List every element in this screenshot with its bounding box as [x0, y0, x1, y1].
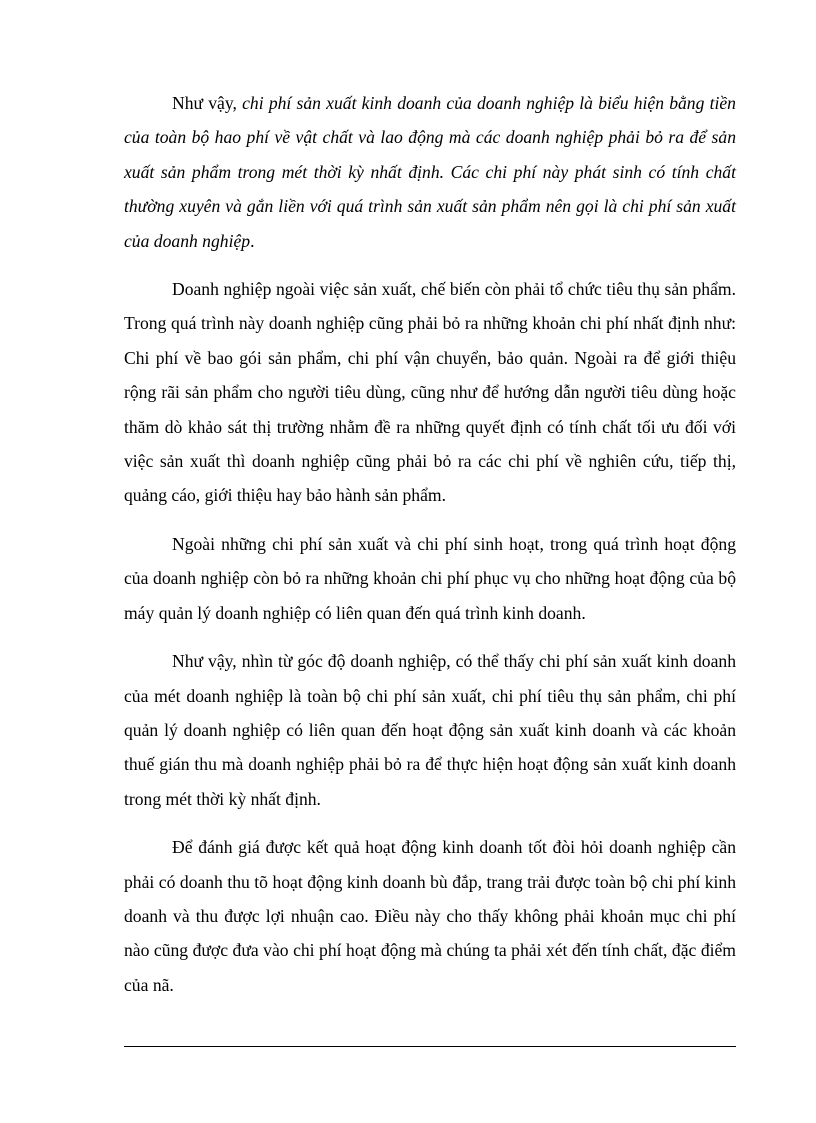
paragraph-business-costs: Như vậy, nhìn từ góc độ doanh nghiệp, có thể thấy chi phí sản xuất kinh doanh của mét doanh nghiệp là toàn bộ chi phí sản xuất, chi phí tiêu thụ sản phẩm, chi phí quản lý doanh nghiệp có liên quan đến hoạt động sản xuất kinh doanh và các khoản thuế gián thu mà doanh nghiệp phải bỏ ra để thực hiện hoạt động sản xuất kinh doanh trong mét thời kỳ nhất định.: [124, 651, 736, 809]
paragraph-management-costs: Ngoài những chi phí sản xuất và chi phí sinh hoạt, trong quá trình hoạt động của doanh nghiệp còn bỏ ra những khoản chi phí phục vụ cho những hoạt động của bộ máy quản lý doanh nghiệp có liên quan đến quá trình kinh doanh.: [124, 533, 736, 623]
footer-divider-line: [124, 1046, 736, 1047]
paragraph-italic-definition: chi phí sản xuất kinh doanh của doanh nghiệp là biểu hiện bằng tiền của toàn bộ hao phí về vật chất và lao động mà các doanh nghiệp phải bỏ ra để sản xuất sản phẩm trong mét thời kỳ nhất định. Các chi phí này phát sinh có tính chất thường xuyên và gắn liền với quá trình sản xuất sản phẩm nên gọi là chi phí sản xuất của doanh nghiệp: [124, 93, 736, 251]
paragraph-sales-costs: Doanh nghiệp ngoài việc sản xuất, chế biến còn phải tổ chức tiêu thụ sản phẩm. Trong quá trình này doanh nghiệp cũng phải bỏ ra những khoản chi phí nhất định như: Chi phí về bao gói sản phẩm, chi phí vận chuyển, bảo quản. Ngoài ra để giới thiệu rộng rãi sản phẩm cho người tiêu dùng, cũng như để hướng dẫn người tiêu dùng hoặc thăm dò khảo sát thị trường nhằm đề ra những quyết định có tính chất tối ưu đối với việc sản xuất thì doanh nghiệp cũng phải bỏ ra các chi phí về nghiên cứu, tiếp thị, quảng cáo, giới thiệu hay bảo hành sản phẩm.: [124, 279, 736, 506]
document-body: [124, 86, 736, 1016]
paragraph-lead-text: Như vậy,: [172, 93, 243, 113]
paragraph-tail-punctuation: .: [250, 230, 255, 251]
paragraph-evaluation: Để đánh giá được kết quả hoạt động kinh doanh tốt đòi hỏi doanh nghiệp cần phải có doanh thu tõ hoạt động kinh doanh bù đắp, trang trải được toàn bộ chi phí kinh doanh và thu được lợi nhuận cao. Điều này cho thấy không phải khoản mục chi phí nào cũng được đưa vào chi phí hoạt động mà chúng ta phải xét đến tính chất, đặc điểm của nã.: [124, 837, 736, 995]
paragraph-definition: [124, 86, 736, 258]
